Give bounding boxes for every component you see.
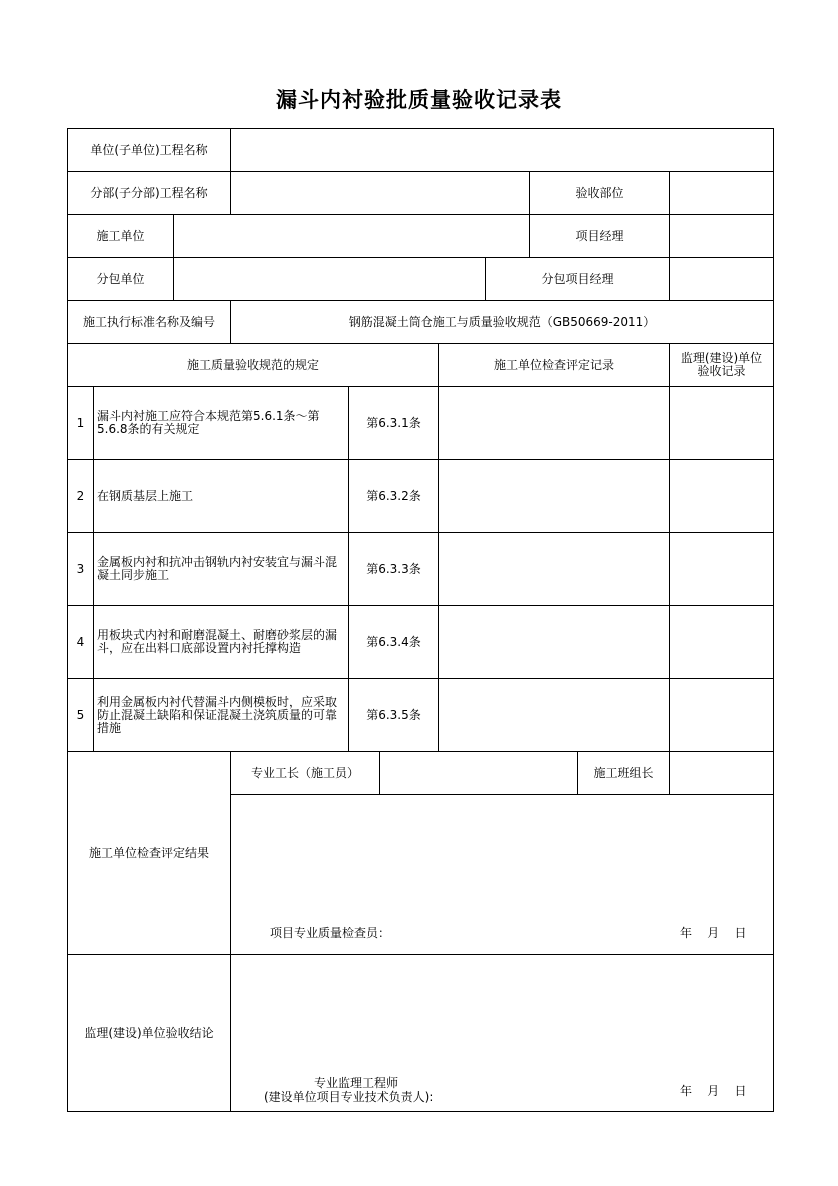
contractor-result-label: 施工单位检查评定结果	[68, 752, 231, 955]
supervisor-record-header-line1: 监理(建设)单位	[680, 351, 763, 365]
item-clause: 第6.3.1条	[349, 387, 439, 460]
accept-part-field[interactable]	[670, 172, 774, 215]
team-leader-field[interactable]	[670, 752, 774, 795]
item-clause: 第6.3.5条	[349, 679, 439, 752]
owner-label: (建设单位项目专业技术负责人):	[264, 1090, 434, 1104]
item-requirement: 在钢质基层上施工	[94, 460, 349, 533]
item-requirement: 用板块式内衬和耐磨混凝土、耐磨砂浆层的漏斗，应在出料口底部设置内衬托撑构造	[94, 606, 349, 679]
project-manager-field[interactable]	[670, 215, 774, 258]
subcontractor-label: 分包单位	[68, 258, 174, 301]
foreman-label: 专业工长（施工员）	[231, 752, 380, 795]
item-supervisor-record[interactable]	[670, 387, 774, 460]
item-number: 5	[68, 679, 94, 752]
foreman-field[interactable]	[380, 752, 578, 795]
acceptance-form-table	[67, 128, 774, 1112]
supervisor-date-label: 年 月 日	[680, 1084, 747, 1098]
engineer-label: 专业监理工程师	[314, 1076, 399, 1090]
contractor-date-label: 年 月 日	[680, 926, 747, 940]
page-title: 漏斗内衬验批质量验收记录表	[276, 88, 562, 112]
item-clause: 第6.3.4条	[349, 606, 439, 679]
item-clause: 第6.3.2条	[349, 460, 439, 533]
item-contractor-record[interactable]	[439, 387, 670, 460]
item-supervisor-record[interactable]	[670, 460, 774, 533]
sub-manager-field[interactable]	[670, 258, 774, 301]
item-contractor-record[interactable]	[439, 679, 670, 752]
item-number: 4	[68, 606, 94, 679]
item-supervisor-record[interactable]	[670, 606, 774, 679]
item-contractor-record[interactable]	[439, 533, 670, 606]
item-supervisor-record[interactable]	[670, 533, 774, 606]
spec-column-header: 施工质量验收规范的规定	[68, 344, 439, 387]
sub-project-label: 分部(子分部)工程名称	[68, 172, 231, 215]
item-supervisor-record[interactable]	[670, 679, 774, 752]
standard-label: 施工执行标准名称及编号	[68, 301, 231, 344]
supervisor-record-header-line2: 验收记录	[697, 364, 746, 378]
sub-project-field[interactable]	[231, 172, 530, 215]
unit-project-label: 单位(子单位)工程名称	[68, 129, 231, 172]
subcontractor-field[interactable]	[174, 258, 486, 301]
item-number: 3	[68, 533, 94, 606]
contractor-field[interactable]	[174, 215, 530, 258]
project-manager-label: 项目经理	[530, 215, 670, 258]
contractor-record-header: 施工单位检查评定记录	[439, 344, 670, 387]
item-contractor-record[interactable]	[439, 606, 670, 679]
contractor-label: 施工单位	[68, 215, 174, 258]
item-number: 2	[68, 460, 94, 533]
team-leader-label: 施工班组长	[578, 752, 670, 795]
accept-part-label: 验收部位	[530, 172, 670, 215]
item-number: 1	[68, 387, 94, 460]
supervisor-record-header	[670, 344, 774, 387]
item-requirement: 漏斗内衬施工应符合本规范第5.6.1条～第5.6.8条的有关规定	[94, 387, 349, 460]
supervisor-result-label: 监理(建设)单位验收结论	[68, 955, 231, 1112]
inspector-label: 项目专业质量检查员：	[270, 926, 391, 940]
sub-manager-label: 分包项目经理	[486, 258, 670, 301]
item-contractor-record[interactable]	[439, 460, 670, 533]
unit-project-field[interactable]	[231, 129, 774, 172]
item-requirement: 利用金属板内衬代替漏斗内侧模板时，应采取防止混凝土缺陷和保证混凝土浇筑质量的可靠措施	[94, 679, 349, 752]
item-requirement: 金属板内衬和抗冲击钢轨内衬安装宜与漏斗混凝土同步施工	[94, 533, 349, 606]
item-clause: 第6.3.3条	[349, 533, 439, 606]
standard-value: 钢筋混凝土筒仓施工与质量验收规范（GB50669-2011）	[231, 301, 774, 344]
